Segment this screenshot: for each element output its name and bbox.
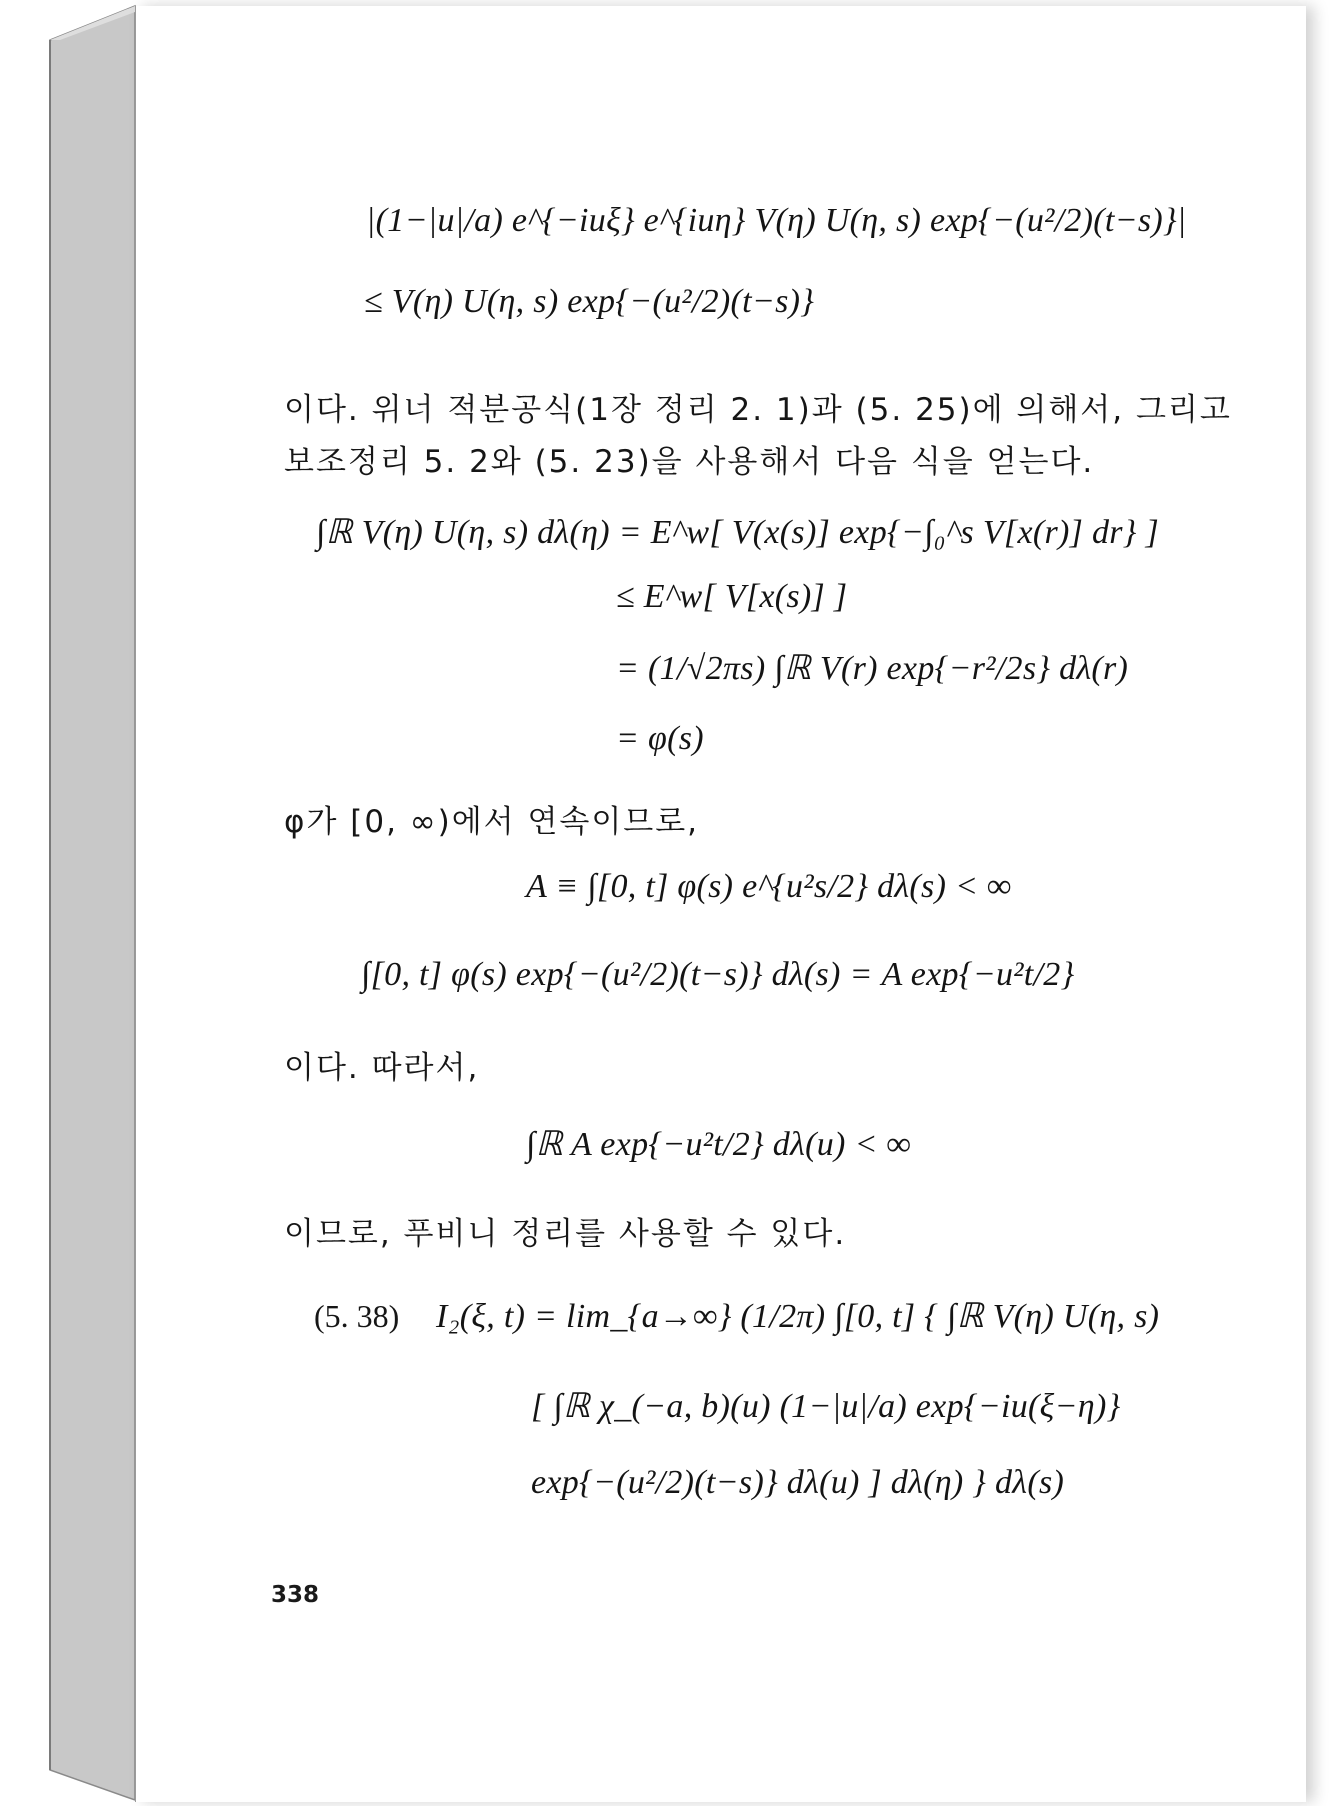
paragraph-phi-continuous: φ가 [0, ∞)에서 연속이므로, xyxy=(284,804,700,840)
equation-wiener-line1: ∫ℝ V(η) U(η, s) dλ(η) = E^w[ V(x(s)] exp{−∫₀^s V[x(r)] dr} ] xyxy=(316,514,1159,551)
equation-number-5-38: (5. 38) xyxy=(314,1298,400,1334)
paragraph-fubini: 이므로, 푸비니 정리를 사용할 수 있다. xyxy=(284,1216,847,1252)
equation-A-exponential: ∫[0, t] φ(s) exp{−(u²/2)(t−s)} dλ(s) = A exp{−u²t/2} xyxy=(361,956,1075,993)
equation-A-definition: A ≡ ∫[0, t] φ(s) e^{u²s/2} dλ(s) < ∞ xyxy=(526,868,1012,905)
equation-inequality-line1: |(1−|u|/a) e^{−iuξ} e^{iuη} V(η) U(η, s) exp{−(u²/2)(t−s)}| xyxy=(366,202,1187,239)
equation-A-integral: ∫ℝ A exp{−u²t/2} dλ(u) < ∞ xyxy=(526,1126,912,1163)
equation-wiener-line4: = φ(s) xyxy=(616,720,704,757)
paragraph-wiener-intro-line1: 이다. 위너 적분공식(1장 정리 2. 1)과 (5. 25)에 의해서, 그리고 xyxy=(284,392,1232,428)
equation-wiener-line3: = (1/√2πs) ∫ℝ V(r) exp{−r²/2s} dλ(r) xyxy=(616,650,1129,687)
equation-5-38-line2: [ ∫ℝ χ_(−a, b)(u) (1−|u|/a) exp{−iu(ξ−η)} xyxy=(531,1388,1121,1425)
paragraph-therefore: 이다. 따라서, xyxy=(284,1050,480,1086)
book-page xyxy=(135,6,1306,1802)
paragraph-wiener-intro-line2: 보조정리 5. 2와 (5. 23)을 사용해서 다음 식을 얻는다. xyxy=(284,444,1095,480)
equation-5-38-line3: exp{−(u²/2)(t−s)} dλ(u) ] dλ(η) } dλ(s) xyxy=(531,1464,1065,1501)
equation-5-38-line1: I₂(ξ, t) = lim_{a→∞} (1/2π) ∫[0, t] { ∫ℝ V(η) U(η, s) xyxy=(436,1298,1160,1335)
equation-wiener-line2: ≤ E^w[ V[x(s)] ] xyxy=(616,578,848,615)
equation-inequality-line2: ≤ V(η) U(η, s) exp{−(u²/2)(t−s)} xyxy=(364,283,815,320)
page-number: 338 xyxy=(271,1582,320,1608)
